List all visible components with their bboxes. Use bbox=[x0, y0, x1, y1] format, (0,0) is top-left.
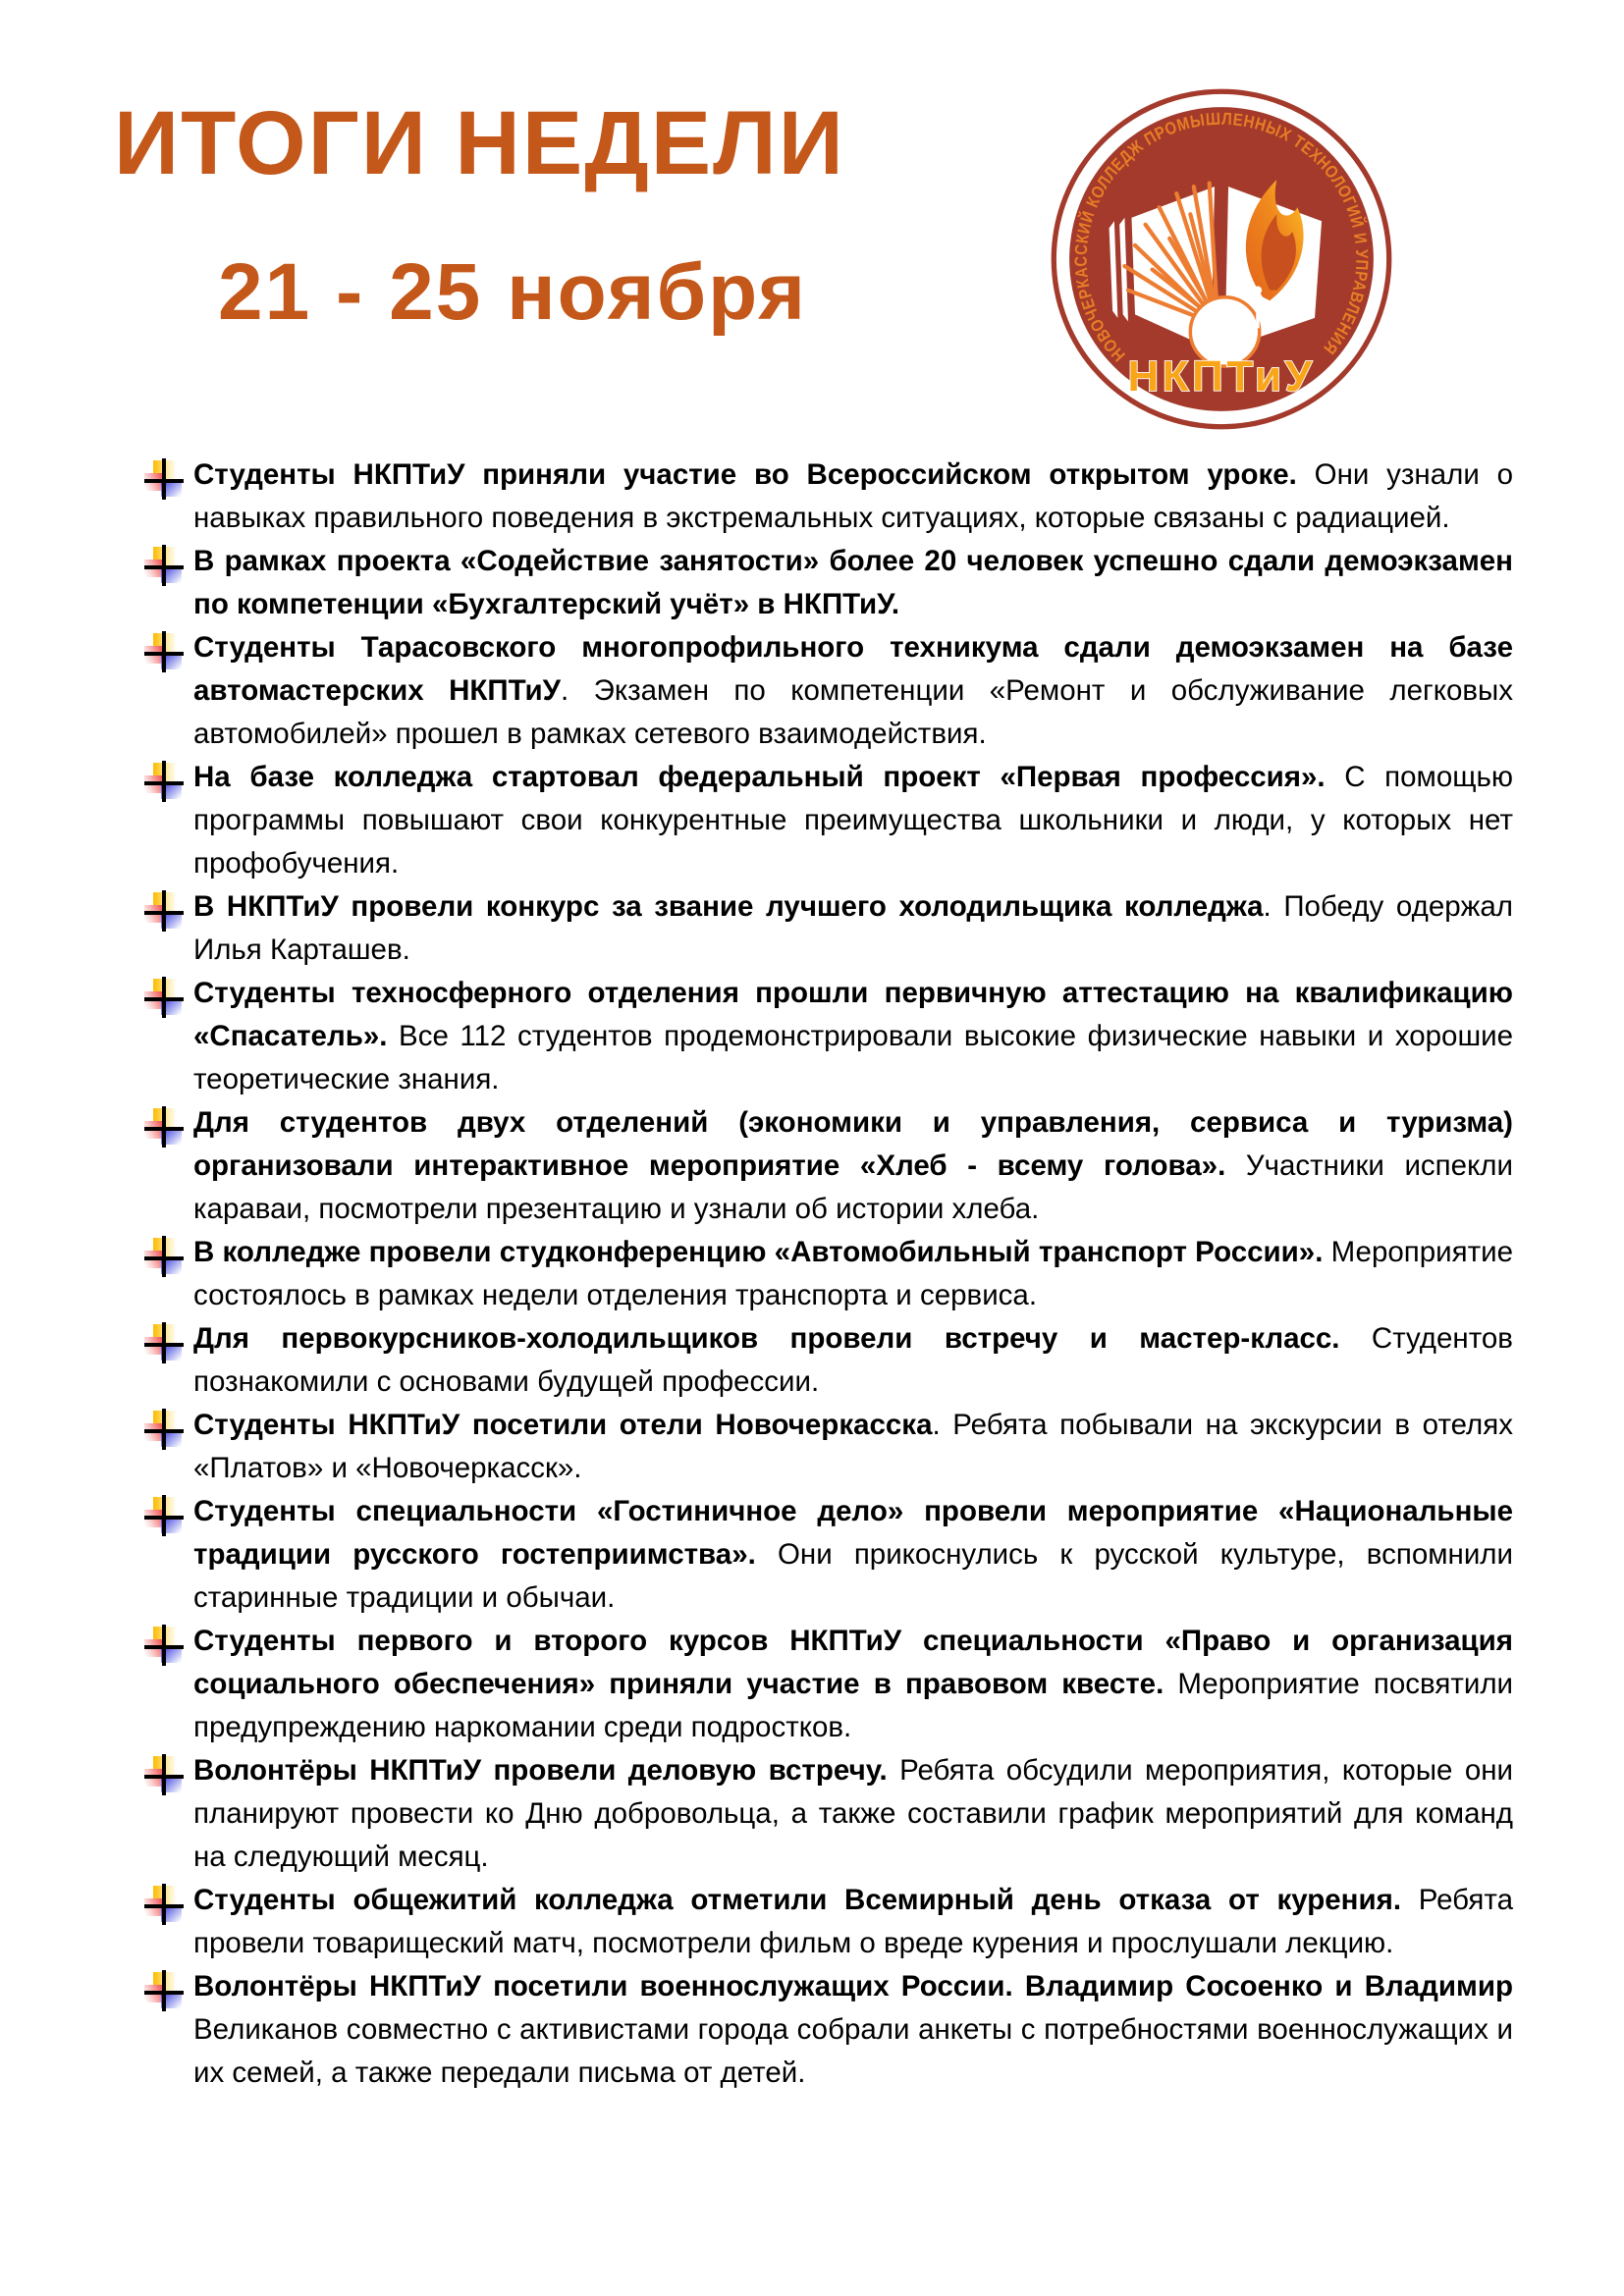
news-item-lead: Студенты Тарасовского многопрофильного техникума сдали демоэкзамен на базе автомастерских НКПТиУ bbox=[193, 631, 1513, 707]
news-item bbox=[142, 972, 1513, 1101]
news-item-body: Ребята провели товарищеский матч, посмотрели фильм о вреде курения и прослушали лекцию. bbox=[193, 1884, 1513, 1959]
news-item bbox=[142, 454, 1513, 540]
news-item-lead: Волонтёры НКПТиУ провели деловую встречу. bbox=[193, 1754, 888, 1787]
news-item bbox=[142, 1965, 1513, 2095]
logo-abbr-text: НКПТиУ bbox=[1127, 351, 1316, 400]
news-item-lead: В рамках проекта «Содействие занятости» более 20 человек успешно сдали демоэкзамен по компетенции «Бухгалтерский учёт» в НКПТиУ. bbox=[193, 545, 1513, 620]
news-list bbox=[142, 454, 1513, 2095]
news-item bbox=[142, 885, 1513, 972]
logo-ring-text: НОВОЧЕРКАССКИЙ КОЛЛЕДЖ ПРОМЫШЛЕННЫХ ТЕХНОЛОГИЙ И УПРАВЛЕНИЯ bbox=[1070, 108, 1373, 366]
news-item-body: Великанов совместно с активистами города собрали анкеты с потребностями военнослужащих и их семей, а также передали письма от детей. bbox=[193, 2013, 1513, 2089]
news-item-lead: Для студентов двух отделений (экономики и управления, сервиса и туризма) организовали интерактивное мероприятие «Хлеб - всему голова». bbox=[193, 1106, 1513, 1182]
bullet-marker-icon bbox=[144, 761, 184, 802]
news-item-body: . Победу одержал Илья Карташев. bbox=[193, 890, 1513, 966]
college-logo bbox=[1049, 86, 1394, 432]
bullet-marker-icon bbox=[144, 1754, 184, 1795]
news-item-lead: Студенты НКПТиУ приняли участие во Всероссийском открытом уроке. bbox=[193, 458, 1297, 491]
bullet-marker-icon bbox=[144, 1495, 184, 1536]
news-item bbox=[142, 1490, 1513, 1620]
news-item-body: С помощью программы повышают свои конкурентные преимущества школьники и люди, у которых нет профобучения. bbox=[193, 761, 1513, 880]
news-item-body: Студентов познакомили с основами будущей профессии. bbox=[193, 1322, 1513, 1398]
news-item-body: . Экзамен по компетенции «Ремонт и обслуживание легковых автомобилей» прошел в рамках сетевого взаимодействия. bbox=[193, 674, 1514, 750]
bullet-marker-icon bbox=[144, 1409, 184, 1450]
news-item bbox=[142, 1749, 1513, 1879]
bullet-marker-icon bbox=[144, 545, 184, 586]
news-item-body: Все 112 студентов продемонстрировали высокие физические навыки и хорошие теоретические знания. bbox=[193, 1020, 1513, 1095]
page-title: ИТОГИ НЕДЕЛИ bbox=[114, 93, 845, 193]
news-item-lead: На базе колледжа стартовал федеральный проект «Первая профессия». bbox=[193, 761, 1326, 793]
page-subtitle: 21 - 25 ноября bbox=[218, 247, 807, 337]
news-item-lead: Студенты первого и второго курсов НКПТиУ специальности «Право и организация социального обеспечения» приняли участие в правовом квесте. bbox=[193, 1625, 1513, 1700]
news-item bbox=[142, 540, 1513, 626]
news-item-lead: Волонтёры НКПТиУ посетили военнослужащих России. Владимир Сосоенко и Владимир bbox=[193, 1970, 1513, 2002]
bullet-marker-icon bbox=[144, 1322, 184, 1363]
news-item-body: Ребята обсудили мероприятия, которые они планируют провести ко Дню добровольца, а также составили график мероприятий для команд на следующий месяц. bbox=[193, 1754, 1514, 1873]
news-item-lead: Студенты техносферного отделения прошли первичную аттестацию на квалификацию «Спасатель». bbox=[193, 977, 1513, 1052]
bullet-marker-icon bbox=[144, 1884, 184, 1925]
bullet-marker-icon bbox=[144, 631, 184, 672]
news-item bbox=[142, 1101, 1513, 1231]
news-item bbox=[142, 1317, 1513, 1404]
news-item-body: Мероприятие состоялось в рамках недели отделения транспорта и сервиса. bbox=[193, 1236, 1513, 1311]
news-item-lead: Студенты НКПТиУ посетили отели Новочеркасска bbox=[193, 1409, 933, 1441]
bullet-marker-icon bbox=[144, 1625, 184, 1666]
news-item-lead: Для первокурсников-холодильщиков провели встречу и мастер-класс. bbox=[193, 1322, 1340, 1355]
bullet-marker-icon bbox=[144, 890, 184, 932]
bullet-marker-icon bbox=[144, 1106, 184, 1148]
news-item bbox=[142, 626, 1513, 756]
news-item-body: Участники испекли караваи, посмотрели презентацию и узнали об истории хлеба. bbox=[193, 1149, 1513, 1225]
bullet-marker-icon bbox=[144, 977, 184, 1018]
news-item-body: . Ребята побывали на экскурсии в отелях «Платов» и «Новочеркасск». bbox=[193, 1409, 1513, 1484]
news-item bbox=[142, 1231, 1513, 1317]
news-item bbox=[142, 1404, 1513, 1490]
news-item-lead: Студенты общежитий колледжа отметили Всемирный день отказа от курения. bbox=[193, 1884, 1402, 1916]
news-item-lead: Студенты специальности «Гостиничное дело» провели мероприятие «Национальные традиции русского гостеприимства». bbox=[193, 1495, 1513, 1571]
news-item-lead: В колледже провели студконференцию «Автомобильный транспорт России». bbox=[193, 1236, 1324, 1268]
bullet-marker-icon bbox=[144, 1236, 184, 1277]
news-item-body: Мероприятие посвятили предупреждению наркомании среди подростков. bbox=[193, 1668, 1514, 1743]
news-item bbox=[142, 1620, 1513, 1749]
bullet-marker-icon bbox=[144, 458, 184, 500]
news-item bbox=[142, 1879, 1513, 1965]
news-item-lead: В НКПТиУ провели конкурс за звание лучшего холодильщика колледжа bbox=[193, 890, 1264, 923]
news-item-body: Они узнали о навыках правильного поведения в экстремальных ситуациях, которые связаны с радиацией. bbox=[193, 458, 1513, 534]
bullet-marker-icon bbox=[144, 1970, 184, 2011]
news-item-body: Они прикоснулись к русской культуре, вспомнили старинные традиции и обычаи. bbox=[193, 1538, 1513, 1614]
news-item bbox=[142, 756, 1513, 885]
